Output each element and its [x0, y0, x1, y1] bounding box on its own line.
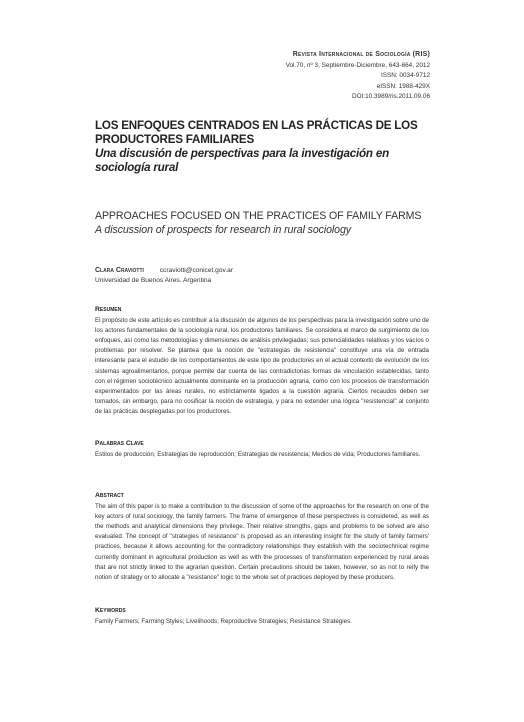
journal-header — [286, 50, 430, 103]
keywords-heading: Keywords — [95, 607, 126, 614]
author-name: Clara Craviotti — [95, 267, 144, 274]
resumen-text: El propósito de este artículo es contribuir a la discusión de algunos de los perspectivas para la investigación sobre uno de los actores fundamentales de la sociología rural, los productores familiares. Se considera el marco de surgimiento de los enfoques, así como las metodologías y dimensiones de análisis privilegiadas; sus potencialidades relativas y los vacíos o problemas por resolver. Se plantea que la noción de "estrategias de resistencia" constituye una vía de entrada interesante para el estudio de los comportamientos de este tipo de productores en el actual contexto de evolución de los sistemas agroalimentarios, porque permite dar cuenta de las contradictorias formas de vinculación establecidas, tanto con el régimen sociotécnico actualmente dominante en la producción agraria, como con los procesos de transformación experimentados por las áreas rurales, no estrictamente ligados a la cuestión agraria. Ciertos recaudos deben ser tomados, sin embargo, para no cosificar la noción de estrategia, y para no extender una lógica "resistencial" al conjunto de las prácticas desplegadas por los productores. — [95, 317, 429, 415]
article-subtitle-en: A discussion of prospects for research in rural sociology — [95, 224, 351, 236]
author-block — [95, 266, 435, 286]
journal-doi: DOI:10.3989/ris.2011.09.06 — [351, 93, 430, 101]
journal-issn: ISSN: 0034-9712 — [380, 72, 430, 80]
abstract-section — [95, 491, 429, 583]
palabras-clave-section — [95, 439, 429, 460]
english-title-block — [95, 209, 435, 237]
journal-volume: Vol.70, nº 3, Septiembre-Diciembre, 643-664, 2012 — [285, 61, 430, 69]
article-subtitle-es: Una discusión de perspectivas para la investigación en sociología rural — [95, 147, 389, 174]
journal-name: Revista Internacional de Sociología (RIS) — [292, 51, 430, 58]
keywords-section — [95, 606, 429, 627]
resumen-heading: Resumen — [95, 306, 122, 313]
article-title-en: APPROACHES FOCUSED ON THE PRACTICES OF FAMILY FARMS — [95, 210, 422, 222]
journal-eissn: eISSN: 1988-429X — [376, 82, 430, 90]
palabras-clave-heading: Palabras Clave — [95, 440, 144, 447]
article-title-es: LOS ENFOQUES CENTRADOS EN LAS PRÁCTICAS DE LOS PRODUCTORES FAMILIARES — [95, 119, 418, 146]
resumen-section — [95, 305, 429, 417]
abstract-text: The aim of this paper is to make a contribution to the discussion of some of the approaches for the research on one of the key actors of rural sociology, the family farmers. The frame of emergence of these perspectives is considered, as well as the methods and analytical dimensions they privilege. Their relative strengths, gaps and problems to be solved are also evaluated. The concept of "strategies of resistance" is proposed as an interesting insight for the study of family farmers' practices, because it allows accounting for the contradictory relationships they establish with the sociotechnical regime currently dominant in agricultural production as well as with the processes of transformation experienced by rural areas that are not strictly linked to the agrarian question. Certain precautions should be taken, however, so as not to reify the notion of strategy or to allocate a "resistance" logic to the whole set of practices deployed by these producers. — [95, 503, 429, 581]
spanish-title-block — [95, 119, 435, 175]
palabras-clave-text: Estilos de producción; Estrategias de reproducción; Estrategias de resistencia; Medios de vida; Productores familiares. — [95, 451, 421, 459]
abstract-heading: Abstract — [95, 492, 124, 499]
author-email[interactable]: ccraviotti@conicet.gov.ar — [159, 267, 234, 274]
author-affiliation: Universidad de Buenos Aires. Argentina — [95, 277, 212, 284]
keywords-text: Family Farmers; Farming Styles; Livelihoods; Reproductive Strategies; Resistance Strategies. — [95, 618, 352, 626]
